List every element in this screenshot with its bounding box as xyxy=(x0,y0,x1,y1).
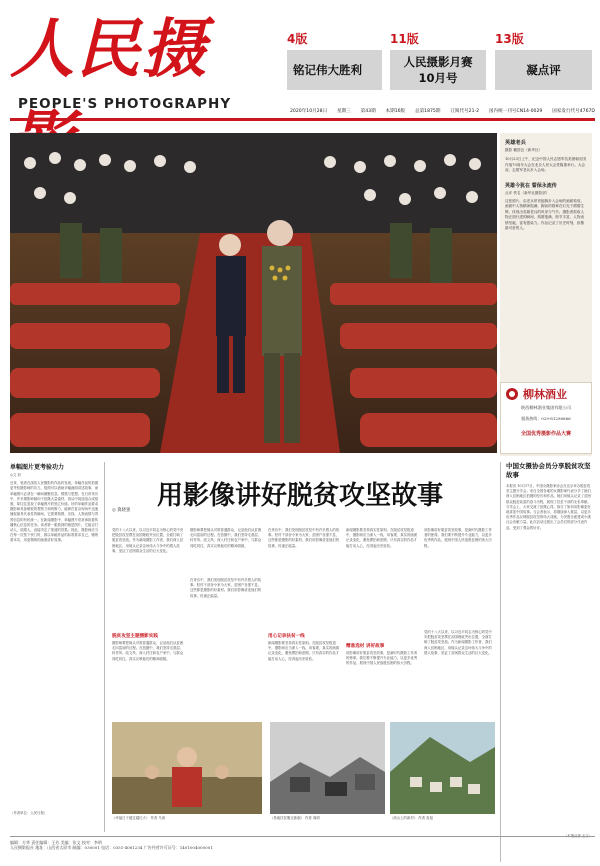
subhead-3: 用心记录扶贫一线 xyxy=(268,634,305,639)
newspaper-logo: 人民摄 xyxy=(10,13,208,87)
teaser-page-number: 13版 xyxy=(495,32,524,46)
left-article-signoff: （作者单位：人民日报） xyxy=(10,811,48,816)
sidebar-comment-body: 这张照片，由老兵昂首挺胸步入会场的画面构成，画面中人物精神饱满，胸前的勋章在灯光下熠熠生辉，体现出英雄老兵的风采与气节。摄影者抓取人物正面行进的瞬间，构图饱满，细节丰富，人物表情坚毅，富有感染力。作品记录了历史时刻，致敬最可爱的人。 xyxy=(505,199,585,231)
subhead-2-block xyxy=(190,578,263,688)
right-news-body: 本报讯 10月17日，中国女摄影家协会在北京举办脱贫攻坚主题分享会。来自全国各地的女摄影师代表分享了她们深入贫困地区拍摄的经历和作品。她们用镜头记录了贫困群众脱贫致富的奋斗历程，展现了扶贫干部的无私奉献。分享会上，大家交流了拍摄心得，探讨了如何用影像更好地讲述中国故事。与会者表示，将继续深入基层，以更多优秀作品反映脱贫攻坚的伟大成就，为决胜全面建成小康社会贡献力量。此次活动还展出了会员们的部分代表作品，受到了观众的好评。 xyxy=(506,484,591,530)
article-photo-2[interactable] xyxy=(270,722,385,814)
subhead-5-body: 党的十八大以来，以习近平同志为核心的党中央把脱贫攻坚摆在治国理政突出位置，全面打响了脱贫攻坚战。作为新闻摄影工作者，我们深入贫困地区，用镜头记录这场伟大斗争中的感人故事，见证了贫困群众生活的巨大变化。 xyxy=(424,630,492,655)
main-col-2-wrap xyxy=(190,528,263,573)
main-author: ◎ 冀晓强 xyxy=(112,508,131,513)
issue-date: 2020年10月28日 xyxy=(290,109,328,114)
main-col-3: 在采访中，我们发现脱贫攻坚中有许多感人的故事。驻村干部舍小家为大家，贫困户自强不息，这些都是摄影的好素材。我们用影像讲述他们的故事，传递正能量。 xyxy=(268,528,340,548)
main-headline: 用影像讲好脱贫攻坚故事 xyxy=(156,481,443,511)
subhead-3-body: 新闻摄影要坚持真实性原则。在脱贫攻坚报道中，摄影师应当深入一线，用客观、真实的画面记录变化，避免摆拍和虚假。只有真实的作品才能打动人心，经得起历史检验。 xyxy=(268,641,340,661)
ad-brand: 柳林酒业 xyxy=(523,388,567,401)
ad-phone: 服务热线：029-81296866 xyxy=(521,416,571,422)
hero-photo[interactable] xyxy=(10,133,497,453)
teaser-page-number: 4版 xyxy=(287,32,308,46)
main-col-2: 摄影师要把镜头对准普通群众，记录他们从贫困走向富裕的过程。在拍摄中，我们坚持走基层、转作风、改文风，深入村庄和农户家中，与群众同吃同住，真实反映他们的精神面貌。 xyxy=(190,528,262,548)
sidebar-comment-title: 英雄今犹在 誓保永流传 xyxy=(505,182,557,189)
liulin-logo-icon xyxy=(505,387,519,401)
teaser-page-4[interactable] xyxy=(287,30,382,76)
subhead-1-body: 摄影师要把镜头对准普通群众，记录他们从贫困走向富裕的过程。在拍摄中，我们坚持走基层、转作风、改文风，深入村庄和农户家中，与群众同吃同住，真实反映他们的精神面貌。 xyxy=(112,641,184,661)
left-article-body: 近来，笔者在浏览人民摄影的作品时发现，单幅作品的拍摄更考验摄影师的功力。组照可以借助多幅画面讲述故事，而单幅图片必须在一瞬间凝聚信息、情感与思想。在日常采访中，许多摄影师倾向于拍摄大量素材，再从中挑选组合成组照，却往往忽视了单幅图片的独立价值。好的单幅作品要求摄影师具备敏锐的观察力和判断力，能够在复杂现场中迅速捕捉最具代表性的瞬间。它需要构图、光线、人物表情与背景信息的有机统一。在新闻摄影中，单幅图片常常承担着传播核心信息的任务。读者第一眼看到的就是图片，它能否打动人、说服人，直接决定了报道的效果。因此，摄影师应当在每一次按下快门时，都以单幅作品的标准要求自己，锤炼基本功，用更精炼的画面讲好故事。 xyxy=(10,481,99,543)
issue-info-bar xyxy=(290,108,595,114)
footer-publisher: 人民摄影报社 地址：山西省太原市 邮编：030001 电话：0351-4061234 广告经营许可证号：1401004000001 xyxy=(10,845,213,851)
teaser-title: 凝点评 xyxy=(495,50,592,90)
subhead-1: 脱贫攻坚主题摄影实践 xyxy=(112,634,158,639)
issue-cn-code: 国内统一刊号CN14-0029 xyxy=(488,109,543,114)
issue-weekday: 星期三 xyxy=(337,109,351,114)
subhead-5-block xyxy=(424,630,494,700)
footer-editors: 编辑：方华 责任编辑：王芳 美编：张文 校对：李明 xyxy=(10,840,102,845)
main-col-1: 党的十八大以来，以习近平同志为核心的党中央把脱贫攻坚摆在治国理政突出位置，全面打响了脱贫攻坚战。作为新闻摄影工作者，我们深入贫困地区，用镜头记录这场伟大斗争中的感人故事，见证了贫困群众生活的巨大变化。 xyxy=(112,528,184,553)
main-col-4-wrap xyxy=(346,528,419,628)
ad-company: 陕西柳林酒业集团有限公司 xyxy=(520,405,572,410)
issue-total: 总第1875期 xyxy=(414,109,441,114)
photo-2-caption: 《易地扶贫搬迁新貌》 作者 周明 xyxy=(270,816,320,820)
issue-number: 第43期 xyxy=(360,109,376,114)
teaser-title: 人民摄影月赛 10月号 xyxy=(390,50,486,90)
sidebar-caption: 10月23日上午，纪念中国人民志愿军抗美援朝出国作战70周年大会在北京人民大会堂隆重举行。大会前，志愿军老兵步入会场。 xyxy=(505,157,587,173)
right-news-signoff: （本报记者 王文） xyxy=(563,834,592,838)
photo-2-illustration xyxy=(270,722,385,814)
issue-pages: 本期16版 xyxy=(385,109,406,114)
masthead-rule xyxy=(10,118,595,121)
hero-photo-illustration xyxy=(10,133,497,453)
subhead-4-body: 用影像讲好脱贫攻坚故事，是新时代摄影工作者的使命。我们要不断提升专业能力，以更多优秀的作品，展现中国人民战胜贫困的伟大历程。 xyxy=(346,651,418,666)
issue-subscription: 订阅代号21-2 xyxy=(450,109,480,114)
sidebar-byline: 摄影 戴国良（新华社） xyxy=(505,148,543,152)
sidebar-comment-byline: 点评 佚名（新华社摄影部） xyxy=(505,190,550,195)
photo-3-illustration xyxy=(390,722,495,814)
main-col-4: 新闻摄影要坚持真实性原则。在脱贫攻坚报道中，摄影师应当深入一线，用客观、真实的画面记录变化，避免摆拍和虚假。只有真实的作品才能打动人心，经得起历史检验。 xyxy=(346,528,418,548)
left-column-article xyxy=(10,462,105,832)
photo-3-caption: 《高山上的新村》 作者 高旭 xyxy=(390,816,433,820)
article-photo-1[interactable] xyxy=(112,722,262,814)
liulin-advertisement[interactable] xyxy=(500,382,592,454)
photo-1-caption: 《幸福日子越过越红火》 作者 马涛 xyxy=(112,816,166,820)
page-footer xyxy=(10,836,595,862)
subhead-2-body: 在采访中，我们发现脱贫攻坚中有许多感人的故事。驻村干部舍小家为大家，贫困户自强不息，这些都是摄影的好素材。我们用影像讲述他们的故事，传递正能量。 xyxy=(190,578,262,598)
subhead-4-block xyxy=(346,640,419,701)
teaser-page-13[interactable] xyxy=(495,30,592,76)
issue-dist-code: 国家发行代号4767D xyxy=(552,109,595,114)
main-col-5: 用影像讲好脱贫攻坚故事，是新时代摄影工作者的使命。我们要不断提升专业能力，以更多优秀的作品，展现中国人民战胜贫困的伟大历程。 xyxy=(424,528,492,548)
newspaper-logo-en: PEOPLE'S PHOTOGRAPHY xyxy=(18,96,232,112)
right-column-news xyxy=(500,462,592,862)
subhead-3-block xyxy=(268,630,341,681)
photo-1-illustration xyxy=(112,722,262,814)
sidebar-title: 英雄老兵 xyxy=(505,140,526,146)
ad-contest: 全国优秀摄影作品大赛 xyxy=(520,430,571,437)
left-article-title: 单幅图片更考验功力 xyxy=(10,464,65,471)
subhead-1-block xyxy=(112,630,185,699)
teaser-title: 铭记伟大胜利 xyxy=(287,50,382,90)
article-photo-3[interactable] xyxy=(390,722,495,814)
subhead-4: 精准选材 讲好故事 xyxy=(346,644,385,649)
left-article-author: ◎文 刘 xyxy=(10,473,21,477)
teaser-page-number: 11版 xyxy=(390,32,419,46)
right-news-title: 中国女摄协会员分享脱贫攻坚故事 xyxy=(506,462,591,479)
masthead xyxy=(0,0,600,122)
teaser-page-11[interactable] xyxy=(390,30,486,85)
